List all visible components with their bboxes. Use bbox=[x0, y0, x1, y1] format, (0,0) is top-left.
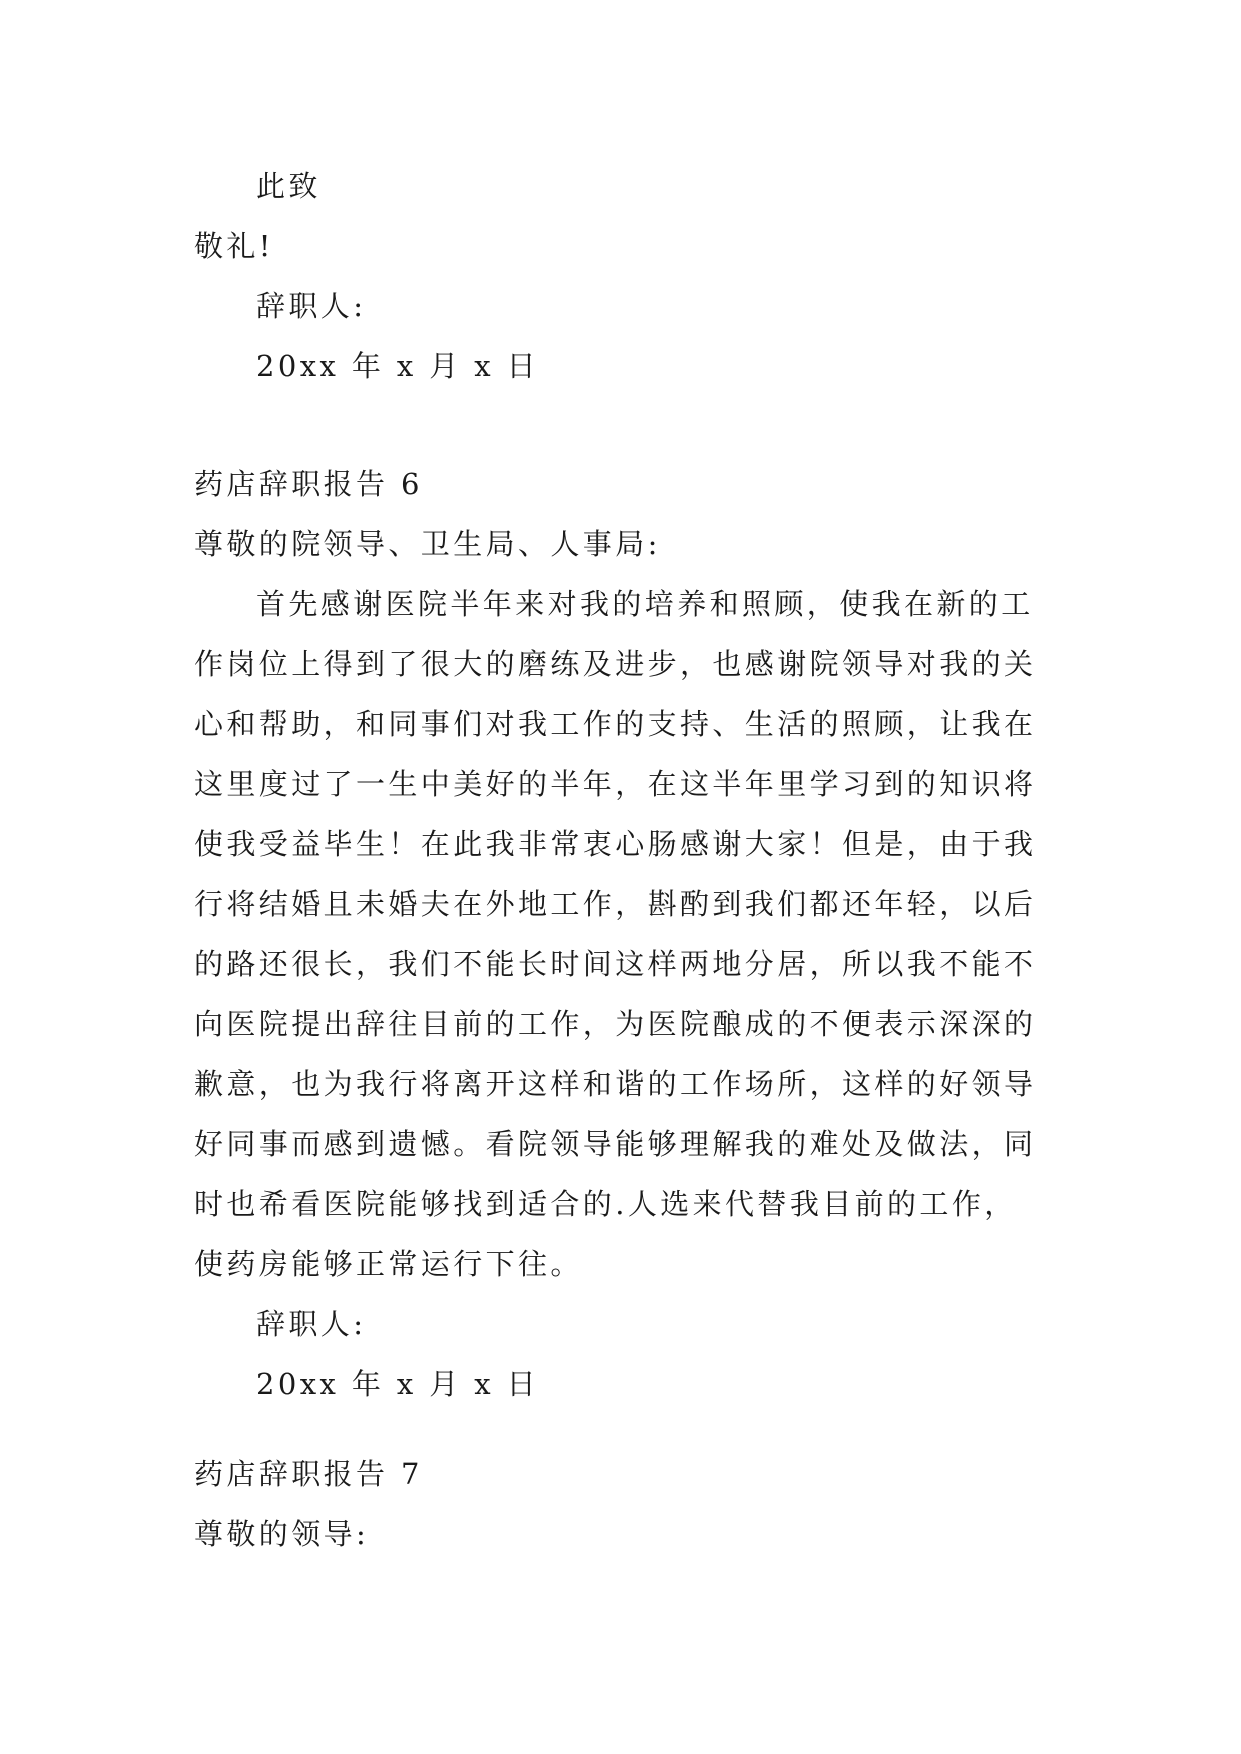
section-6-body-line: 行将结婚且未婚夫在外地工作，斟酌到我们都还年轻，以后 bbox=[194, 887, 1037, 921]
closing-salutation: 此致 bbox=[256, 169, 321, 203]
section-6-body-line: 使我受益毕生！在此我非常衷心肠感谢大家！但是，由于我 bbox=[194, 827, 1037, 861]
section-7-addressee: 尊敬的领导: bbox=[194, 1517, 370, 1551]
section-6-body-line: 这里度过了一生中美好的半年，在这半年里学习到的知识将 bbox=[194, 767, 1037, 801]
closing-date: 20xx 年 x 月 x 日 bbox=[256, 349, 540, 383]
section-6 bbox=[194, 454, 1054, 1414]
section-6-body-line: 作岗位上得到了很大的磨练及进步，也感谢院领导对我的关 bbox=[194, 647, 1037, 681]
section-6-body-line: 心和帮助，和同事们对我工作的支持、生活的照顾，让我在 bbox=[194, 707, 1037, 741]
section-6-body-line: 使药房能够正常运行下往。 bbox=[194, 1247, 583, 1281]
section-6-title: 药店辞职报告 6 bbox=[194, 467, 423, 501]
section-6-body-line: 首先感谢医院半年来对我的培养和照顾，使我在新的工 bbox=[256, 587, 1034, 621]
section-6-addressee: 尊敬的院领导、卫生局、人事局: bbox=[194, 527, 661, 561]
section-6-body-line: 向医院提出辞往目前的工作，为医院酿成的不便表示深深的 bbox=[194, 1007, 1037, 1041]
section-6-signer-label: 辞职人: bbox=[256, 1307, 367, 1341]
section-6-body-line: 好同事而感到遗憾。看院领导能够理解我的难处及做法，同 bbox=[194, 1127, 1037, 1161]
previous-letter-closing bbox=[194, 156, 1054, 396]
section-6-date: 20xx 年 x 月 x 日 bbox=[256, 1367, 540, 1401]
closing-respect: 敬礼! bbox=[194, 229, 274, 263]
section-7 bbox=[194, 1444, 1054, 1564]
section-6-body-line: 的路还很长，我们不能长时间这样两地分居，所以我不能不 bbox=[194, 947, 1037, 981]
closing-signer-label: 辞职人: bbox=[256, 289, 367, 323]
section-6-body-line: 歉意，也为我行将离开这样和谐的工作场所，这样的好领导 bbox=[194, 1067, 1037, 1101]
section-7-title: 药店辞职报告 7 bbox=[194, 1457, 423, 1491]
section-6-body-line: 时也希看医院能够找到适合的.人选来代替我目前的工作， bbox=[194, 1187, 1017, 1221]
